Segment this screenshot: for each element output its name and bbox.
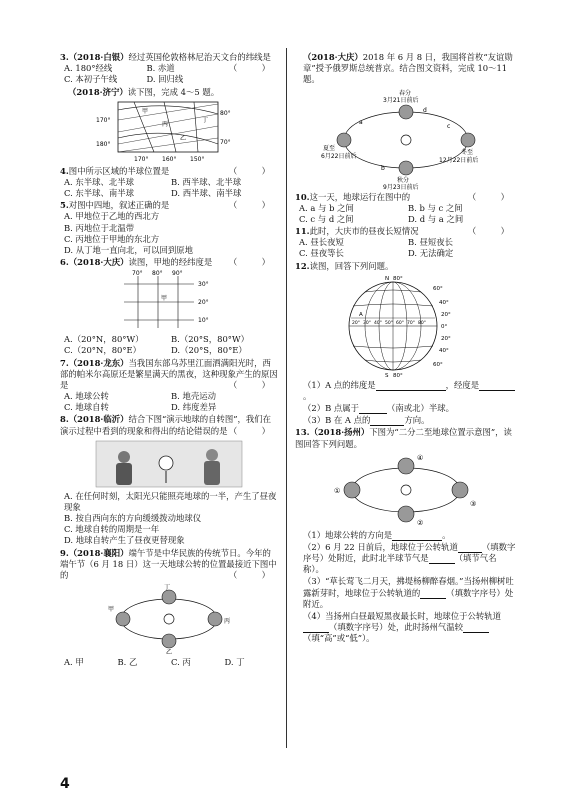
option-b[interactable]: B. b 与 c 之间 <box>408 202 463 213</box>
option-c[interactable]: C. 丙 <box>171 657 191 668</box>
answer-paren[interactable]: （ ） <box>228 569 278 580</box>
question-number: 7. <box>60 357 69 368</box>
question-text: 此时，大庆市的昼夜长短情况 <box>309 226 419 237</box>
grid-figure-6 <box>114 270 224 332</box>
lon-label-150: 150° <box>190 155 205 163</box>
option-b[interactable]: B. 西半球、北半球 <box>171 176 242 187</box>
answer-blank[interactable] <box>458 543 482 553</box>
question-text: 下图为“二分二至地球位置示意图”，读图回答下列问题。 <box>295 427 512 449</box>
answer-paren[interactable]: （ ） <box>228 200 278 211</box>
sub-question-text: 。 <box>303 390 312 401</box>
option-b[interactable]: B. 乙 <box>117 657 138 668</box>
answer-blank[interactable] <box>392 531 442 541</box>
question-4 <box>60 166 278 200</box>
question-number: 13. <box>295 427 310 438</box>
orbit-label-d: d <box>423 106 427 114</box>
option-c[interactable]: C. 东半球、南半球 <box>64 188 135 199</box>
question-text: 结合下图“演示地球的自转图”，我们在演示过程中看到的现象和得出的结论错误的是 <box>60 414 272 436</box>
answer-paren[interactable]: （ ） <box>467 191 517 202</box>
lon-label-180: 180° <box>96 140 111 148</box>
orbit-label-winter-solstice: 冬至 <box>461 148 474 156</box>
lat-label-80n: 80° <box>393 275 403 282</box>
question-number: 4. <box>60 165 69 176</box>
question-number: 5. <box>60 200 69 211</box>
point-label-jia: 甲 <box>161 295 168 303</box>
question-source: （2018·襄阳） <box>68 547 129 558</box>
column-divider <box>286 48 287 748</box>
option-b[interactable]: B. 地壳运动 <box>171 391 216 402</box>
sub-question-text: （3）B 在 A 点的 <box>303 415 371 426</box>
sub-question-text: 方向。 <box>404 415 430 426</box>
question-number: 11. <box>295 226 310 237</box>
question-text: 读图，回答下列问题。 <box>309 260 394 271</box>
option-d[interactable]: D. 无法确定 <box>408 248 454 259</box>
pole-label-n: N <box>385 275 390 282</box>
orbit-label-jia: 甲 <box>108 606 115 614</box>
question-source: （2018·临沂） <box>68 414 129 425</box>
lat-label-30: 30° <box>198 281 209 289</box>
question-number: 9. <box>60 547 69 558</box>
answer-blank[interactable] <box>429 554 455 564</box>
sub-question-text: （1）地球公转的方向是 <box>303 529 393 540</box>
lon-label-40: 40° <box>374 320 382 326</box>
orbit-label-c: c <box>447 122 451 130</box>
option-a[interactable]: A. 甲 <box>64 657 84 668</box>
orbit-figure-10-11 <box>321 88 491 190</box>
option-a[interactable]: A. 地球公转 <box>64 391 109 402</box>
option-a[interactable]: A. 在任何时刻，太阳光只能照亮地球的一半，产生了昼夜现象 <box>64 490 277 512</box>
orbit-position-1: ① <box>334 486 341 495</box>
question-3 <box>60 52 278 86</box>
question-number: 6. <box>60 257 69 268</box>
lon-label-170-left: 170° <box>96 116 111 124</box>
question-text: 对图中四地，叙述正确的是 <box>68 200 170 211</box>
question-13-sub1 <box>295 530 517 541</box>
option-c[interactable]: C. 地球自转的周期是一年 <box>64 524 160 535</box>
page-number: 4 <box>60 776 70 792</box>
answer-blank[interactable] <box>370 416 404 426</box>
lon-label-170-bottom: 170° <box>134 155 149 163</box>
orbit-label-autumn-date: 9月23日前后 <box>383 183 419 190</box>
question-source: （2018·扬州） <box>309 427 370 438</box>
options <box>60 491 278 547</box>
orbit-label-spring-equinox: 春分 <box>399 89 412 97</box>
question-text: 读下图，完成 4～5 题。 <box>127 86 220 97</box>
lon-label-50: 50° <box>385 320 393 326</box>
options <box>60 657 278 668</box>
orbit-label-spring-date: 3月21日前后 <box>383 96 419 104</box>
orbit-label-bing: 丙 <box>224 618 231 626</box>
options <box>60 211 278 256</box>
option-c[interactable]: C. 丙地位于甲地的东北方 <box>64 233 160 244</box>
map-label-yi: 乙 <box>180 134 187 142</box>
option-a[interactable]: A. 东半球、北半球 <box>64 176 134 187</box>
question-13-sub2 <box>295 542 517 576</box>
lat-label-60n: 60° <box>433 285 443 292</box>
option-d[interactable]: D. 纬度差异 <box>171 402 217 413</box>
option-a[interactable]: A. 昼长夜短 <box>299 237 344 248</box>
question-10-11-intro <box>295 52 517 86</box>
question-4-5-intro <box>60 87 278 98</box>
options <box>60 334 278 356</box>
option-c[interactable]: C. 地球自转 <box>64 402 109 413</box>
lon-label-70: 70° <box>132 270 143 278</box>
question-5 <box>60 200 278 256</box>
option-b[interactable]: B.（20°S，80°W） <box>171 334 249 345</box>
option-d[interactable]: D.（20°S，80°E） <box>171 345 247 356</box>
question-number: 12. <box>295 260 310 271</box>
option-b[interactable]: B. 昼短夜长 <box>408 237 453 248</box>
orbit-position-4: ④ <box>417 453 424 462</box>
option-d[interactable]: D. 西半球、南半球 <box>171 188 242 199</box>
left-column <box>60 52 278 669</box>
question-13 <box>295 427 517 449</box>
answer-paren[interactable]: （ ） <box>228 165 278 176</box>
orbit-label-winter-date: 12月22日前后 <box>439 156 479 164</box>
orbit-label-summer-date: 6月22日前后 <box>321 152 357 160</box>
question-text: 经过英国伦敦格林尼治天文台的纬线是 <box>128 52 271 62</box>
question-text: 读图，甲地的经纬度是 <box>128 257 213 268</box>
sub-question-text: （1）A 点的纬度是 <box>303 379 376 390</box>
lon-label-80: 80° <box>418 320 426 326</box>
option-b[interactable]: B. 按自西向东的方向缓缓拨动地球仪 <box>64 513 202 524</box>
orbit-label-autumn-equinox: 秋分 <box>397 176 410 184</box>
options <box>295 237 517 259</box>
option-d[interactable]: D. 从丁地一直向北，可以回到原地 <box>64 244 193 255</box>
options <box>60 391 278 413</box>
answer-paren[interactable]: （ ） <box>228 63 278 74</box>
orbit-label-yi: 乙 <box>166 649 173 656</box>
question-source: （2018·白银） <box>68 52 129 62</box>
question-source: （2018·济宁） <box>68 86 128 97</box>
orbit-position-3: ③ <box>470 499 477 508</box>
option-a[interactable]: A. 甲地位于乙地的西北方 <box>64 211 160 222</box>
question-number: 8. <box>60 414 69 425</box>
sub-question-text: （3）“草长莺飞二月天，拂堤杨柳醉春烟。”当扬州柳树吐露新芽时，地球位于公转轨道的 <box>303 576 514 598</box>
answer-paren[interactable]: （ ） <box>228 379 278 390</box>
globe-figure-12 <box>321 274 491 378</box>
option-a[interactable]: A. 180°经线 <box>64 63 113 74</box>
lon-label-60: 60° <box>396 320 404 326</box>
options <box>295 203 517 225</box>
answer-paren[interactable]: （ ） <box>228 425 278 436</box>
orbit-label-b: b <box>381 164 385 172</box>
question-text: 当我国东部乌苏里江面洒满阳光时，西部的帕米尔高原还是繁星满天的黑夜，这种现象产生的原因是 <box>60 357 278 390</box>
point-label-a: A <box>359 311 363 318</box>
pole-label-s: S <box>385 372 389 378</box>
answer-blank[interactable] <box>376 381 446 391</box>
question-8 <box>60 414 278 436</box>
lat-label-0: 0° <box>441 323 448 330</box>
map-figure-4-5 <box>94 100 244 164</box>
sub-question-text: （2）B 点属于 <box>303 403 360 414</box>
lat-label-10: 10° <box>198 317 209 325</box>
sub-question-text: （填“高”或“低”）。 <box>303 633 375 644</box>
option-a[interactable]: A.（20°N，80°W） <box>64 334 144 345</box>
question-text: 端午节是中华民族的传统节日。今年的端午节（6 月 18 日）这一天地球公转的位置最接近下图中的 <box>60 547 277 580</box>
lat-label-60s: 60° <box>433 361 443 368</box>
lat-label-80: 80° <box>220 109 231 117</box>
options <box>60 177 278 199</box>
question-13-sub4 <box>295 611 517 645</box>
orbit-label-summer-solstice: 夏至 <box>323 144 336 152</box>
option-d[interactable]: D. 回归线 <box>146 74 184 85</box>
lat-label-20s: 20° <box>441 335 451 342</box>
lon-label-160: 160° <box>162 155 177 163</box>
answer-blank[interactable] <box>463 623 489 633</box>
lon-label-90: 90° <box>172 270 183 278</box>
question-11 <box>295 226 517 260</box>
question-8-options <box>60 491 278 547</box>
lat-label-40s: 40° <box>439 347 449 354</box>
lon-label-30: 30° <box>363 320 371 326</box>
question-7 <box>60 358 278 414</box>
question-12 <box>295 261 517 272</box>
map-label-bing: 丙 <box>162 120 169 128</box>
option-d[interactable]: D. 地球自转产生了昼夜更替现象 <box>64 535 185 546</box>
option-c[interactable]: C. c 与 d 之间 <box>299 213 354 224</box>
orbit-label-a: a <box>359 118 363 126</box>
lat-label-70: 70° <box>220 138 231 146</box>
sub-question-text: （南或北）半球。 <box>387 403 455 414</box>
rotation-demo-illustration <box>94 439 244 489</box>
question-9-options <box>60 657 278 668</box>
map-label-jia: 甲 <box>142 107 149 115</box>
lat-label-20: 20° <box>198 299 209 307</box>
orbit-position-2: ② <box>417 518 424 527</box>
answer-blank[interactable] <box>479 381 515 391</box>
option-b[interactable]: B. 赤道 <box>146 63 175 74</box>
lat-label-40n: 40° <box>439 299 449 306</box>
option-d[interactable]: D. d 与 a 之间 <box>408 213 464 224</box>
answer-blank[interactable] <box>359 404 387 414</box>
lon-label-80: 80° <box>152 270 163 278</box>
options <box>60 63 229 85</box>
question-text: 图中所示区域的半球位置是 <box>68 165 170 176</box>
lon-label-70: 70° <box>407 320 415 326</box>
map-label-ding: 丁 <box>202 116 209 124</box>
option-d[interactable]: D. 丁 <box>224 657 245 668</box>
orbit-figure-13 <box>331 452 481 528</box>
sub-question-text: 。 <box>442 529 451 540</box>
sub-question-text: （填数字序号）处附近，此时北半球节气是 <box>303 541 516 564</box>
question-source: （2018·大庆） <box>303 52 363 62</box>
option-c[interactable]: C. 本初子午线 <box>64 74 118 85</box>
question-source: （2018·龙东） <box>68 357 129 368</box>
question-12-sub2 <box>295 403 517 414</box>
question-text: 这一天，地球运行在图中的 <box>309 191 411 202</box>
orbit-figure-9 <box>104 583 234 655</box>
option-b[interactable]: B. 丙地位于北温带 <box>64 222 135 233</box>
answer-paren[interactable]: （ ） <box>228 257 278 268</box>
lat-label-20n: 20° <box>441 311 451 318</box>
sub-question-text: （4）当扬州白昼最短黑夜最长时，地球位于公转轨道 <box>303 610 501 621</box>
sub-question-text: （填节气名称）。 <box>303 553 497 575</box>
lat-label-80s: 80° <box>393 372 403 378</box>
answer-paren[interactable]: （ ） <box>467 226 517 237</box>
question-10 <box>295 192 517 226</box>
question-6-options <box>60 334 278 356</box>
orbit-label-ding: 丁 <box>164 584 171 592</box>
option-c[interactable]: C.（20°N，80°E） <box>64 345 142 356</box>
answer-blank[interactable] <box>303 623 329 633</box>
sub-question-text: （填数字序号）处附近。 <box>303 587 514 609</box>
option-c[interactable]: C. 昼夜等长 <box>299 248 344 259</box>
sub-question-text: ，经度是 <box>445 379 480 390</box>
option-a[interactable]: A. a 与 b 之间 <box>299 202 354 213</box>
question-number: 10. <box>295 191 310 202</box>
sub-question-text: （填数字序号）处，此时扬州气温较 <box>329 622 463 633</box>
question-9 <box>60 548 278 582</box>
sub-question-text: （2）6 月 22 日前后，地球位于公转轨道 <box>303 541 458 552</box>
question-source: （2018·大庆） <box>68 257 129 268</box>
question-number: 3. <box>60 52 69 62</box>
question-12-sub3 <box>295 415 517 426</box>
answer-blank[interactable] <box>420 589 446 599</box>
right-column <box>295 52 517 645</box>
question-12-sub1 <box>295 380 517 402</box>
question-text: 2018 年 6 月 8 日，我国将首枚“友谊勋章”授予俄罗斯总统普京。结合图文资料，完成 10～11 题。 <box>303 52 513 85</box>
question-6 <box>60 257 278 268</box>
question-13-sub3 <box>295 576 517 610</box>
lon-label-20: 20° <box>352 320 360 326</box>
